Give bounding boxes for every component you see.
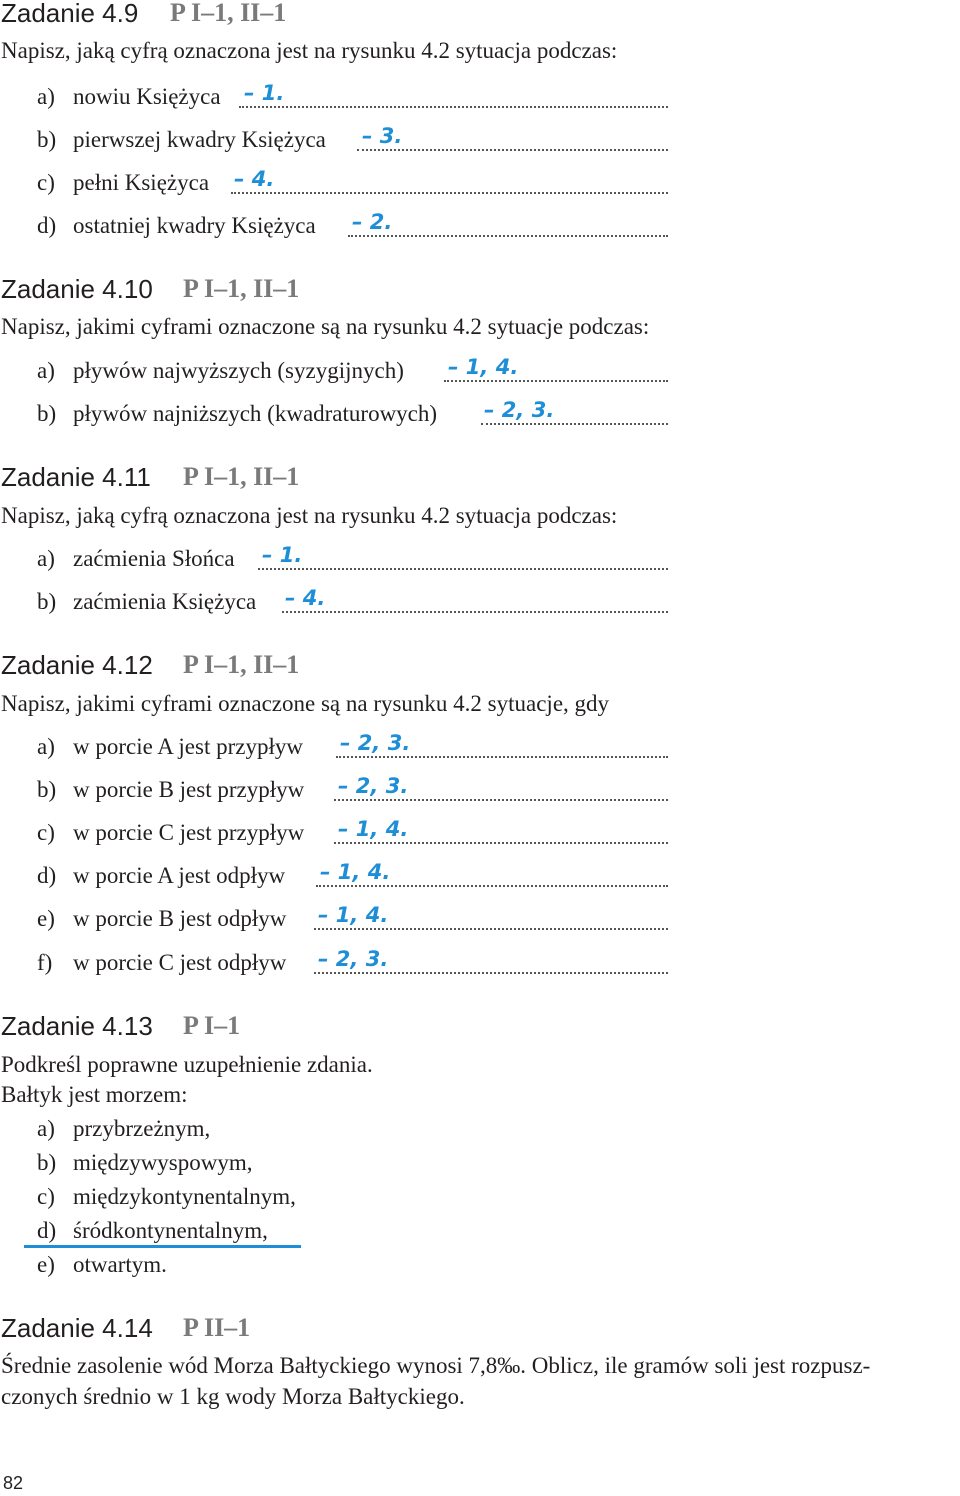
item-letter: b): [37, 127, 57, 152]
task-code: P I–1, II–1: [183, 274, 300, 303]
option-letter: e): [37, 1252, 55, 1277]
task-instruction: Napisz, jakimi cyframi oznaczone są na rysunku 4.2 sytuacje podczas:: [1, 314, 650, 339]
task-lead: Bałtyk jest morzem:: [1, 1082, 188, 1107]
task-code: P II–1: [183, 1313, 251, 1342]
item-letter: b): [37, 589, 57, 614]
item-text: w porcie A jest przypływ: [73, 734, 303, 759]
handwritten-answer: – 4.: [285, 586, 326, 610]
item-text: w porcie C jest przypływ: [73, 820, 305, 845]
task-instruction: Napisz, jaką cyfrą oznaczona jest na rysunku 4.2 sytuacja podczas:: [1, 38, 618, 63]
answer-line[interactable]: [357, 149, 668, 151]
item-letter: a): [37, 734, 55, 759]
handwritten-answer: – 3.: [362, 124, 403, 148]
answer-line[interactable]: [239, 106, 668, 108]
handwritten-answer: – 1, 4.: [338, 817, 409, 841]
task-title: Zadanie 4.13: [1, 1011, 153, 1041]
task-title: Zadanie 4.11: [1, 462, 151, 492]
option-text: międzywyspowym,: [73, 1150, 253, 1175]
item-letter: b): [37, 401, 57, 426]
answer-underline: [24, 1245, 301, 1248]
item-text: w porcie B jest przypływ: [73, 777, 305, 802]
option-letter: c): [37, 1184, 55, 1209]
answer-line[interactable]: [334, 799, 668, 801]
handwritten-answer: – 1, 4.: [320, 860, 391, 884]
item-letter: d): [37, 863, 57, 888]
handwritten-answer: – 1.: [262, 543, 303, 567]
item-text: pierwszej kwadry Księżyca: [73, 127, 326, 152]
option-text: międzykontynentalnym,: [73, 1184, 296, 1209]
answer-line[interactable]: [316, 885, 668, 887]
answer-line[interactable]: [348, 235, 668, 237]
option-letter: a): [37, 1116, 55, 1141]
page-number: 82: [3, 1473, 24, 1493]
option-letter: b): [37, 1150, 57, 1175]
item-text: zaćmienia Słońca: [73, 546, 235, 571]
task-title: Zadanie 4.10: [1, 274, 153, 304]
item-text: w porcie A jest odpływ: [73, 863, 286, 888]
answer-line[interactable]: [336, 756, 668, 758]
task-instruction: Napisz, jakimi cyframi oznaczone są na rysunku 4.2 sytuacje, gdy: [1, 691, 610, 716]
option-text: przybrzeżnym,: [73, 1116, 211, 1141]
answer-line[interactable]: [314, 972, 668, 974]
task-instruction: Podkreśl poprawne uzupełnienie zdania.: [1, 1052, 373, 1077]
handwritten-answer: – 2, 3.: [340, 731, 411, 755]
item-text: pływów najniższych (kwadraturowych): [73, 401, 438, 426]
answer-line[interactable]: [231, 192, 668, 194]
item-text: w porcie C jest odpływ: [73, 950, 287, 975]
task-text-line-2: czonych średnio w 1 kg wody Morza Bałtyckiego.: [1, 1384, 465, 1409]
handwritten-answer: – 2, 3.: [484, 398, 555, 422]
answer-line[interactable]: [282, 611, 668, 613]
item-text: pełni Księżyca: [73, 170, 210, 195]
item-letter: a): [37, 84, 55, 109]
option-letter: d): [37, 1218, 57, 1243]
task-title: Zadanie 4.9: [1, 0, 139, 28]
handwritten-answer: – 1, 4.: [448, 355, 519, 379]
item-letter: f): [37, 950, 53, 975]
task-instruction: Napisz, jaką cyfrą oznaczona jest na rysunku 4.2 sytuacja podczas:: [1, 503, 618, 528]
item-letter: c): [37, 170, 55, 195]
task-code: P I–1, II–1: [183, 462, 300, 491]
item-text: ostatniej kwadry Księżyca: [73, 213, 316, 238]
item-text: nowiu Księżyca: [73, 84, 221, 109]
item-text: w porcie B jest odpływ: [73, 906, 287, 931]
handwritten-answer: – 2, 3.: [338, 774, 409, 798]
item-text: pływów najwyższych (syzygijnych): [73, 358, 404, 383]
item-letter: b): [37, 777, 57, 802]
item-text: zaćmienia Księżyca: [73, 589, 257, 614]
answer-line[interactable]: [314, 928, 668, 930]
answer-line[interactable]: [444, 380, 668, 382]
task-title: Zadanie 4.14: [1, 1313, 153, 1343]
handwritten-answer: – 2, 3.: [318, 947, 389, 971]
option-text: śródkontynentalnym,: [73, 1218, 268, 1243]
item-letter: a): [37, 358, 55, 383]
handwritten-answer: – 1.: [244, 81, 285, 105]
task-code: P I–1, II–1: [170, 0, 287, 27]
task-code: P I–1, II–1: [183, 650, 300, 679]
item-letter: a): [37, 546, 55, 571]
item-letter: d): [37, 213, 57, 238]
task-text-line-1: Średnie zasolenie wód Morza Bałtyckiego wynosi 7,8‰. Oblicz, ile gramów soli jest rozpusz-: [1, 1353, 871, 1378]
task-code: P I–1: [183, 1011, 241, 1040]
answer-line[interactable]: [258, 568, 668, 570]
handwritten-answer: – 4.: [234, 167, 275, 191]
item-letter: e): [37, 906, 55, 931]
handwritten-answer: – 2.: [352, 210, 393, 234]
task-title: Zadanie 4.12: [1, 650, 153, 680]
answer-line[interactable]: [334, 842, 668, 844]
answer-line[interactable]: [481, 423, 668, 425]
option-text: otwartym.: [73, 1252, 167, 1277]
handwritten-answer: – 1, 4.: [318, 903, 389, 927]
item-letter: c): [37, 820, 55, 845]
